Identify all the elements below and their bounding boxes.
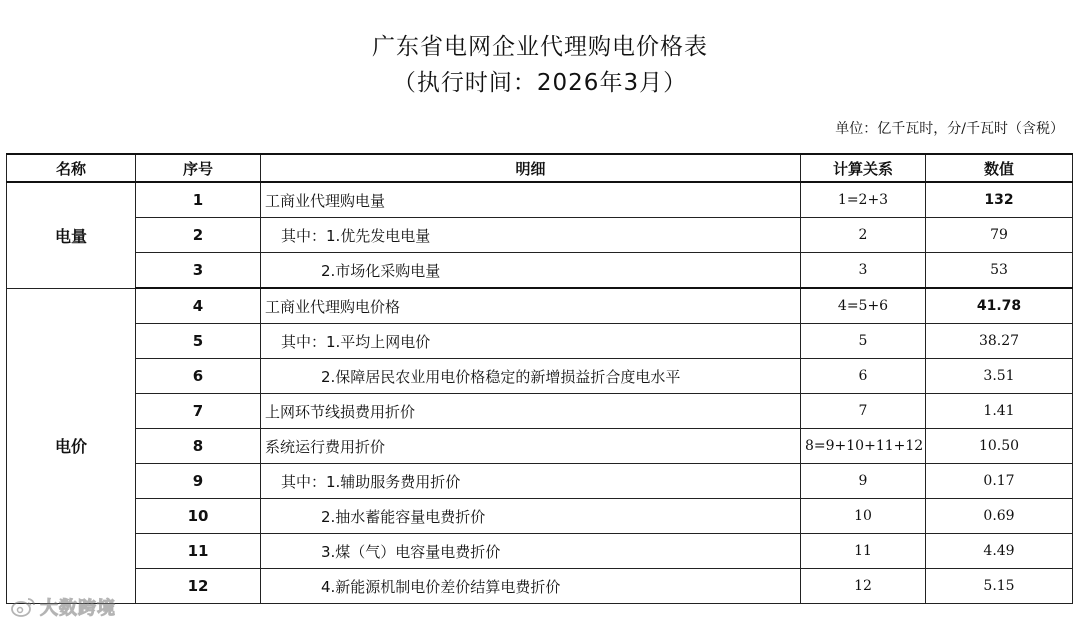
table-header-row [7, 154, 1073, 182]
watermark-text: 大数跨境 [40, 598, 116, 619]
row-value: 132 [926, 182, 1073, 218]
price-table [6, 153, 1073, 604]
row-detail: 其中：1.平均上网电价 [261, 324, 801, 359]
table-row [7, 499, 1073, 534]
table-row [7, 569, 1073, 604]
row-index: 3 [136, 253, 261, 289]
group-name-price: 电价 [7, 288, 136, 604]
row-value: 1.41 [926, 394, 1073, 429]
table-row [7, 359, 1073, 394]
table-row [7, 218, 1073, 253]
table-row [7, 288, 1073, 324]
table-row [7, 182, 1073, 218]
row-calc: 5 [801, 324, 926, 359]
table-row [7, 534, 1073, 569]
unit-note: 单位：亿千瓦时，分/千瓦时（含税） [835, 121, 1064, 137]
row-detail: 2.保障居民农业用电价格稳定的新增损益折合度电水平 [261, 359, 801, 394]
row-detail: 4.新能源机制电价差价结算电费折价 [261, 569, 801, 604]
row-index: 9 [136, 464, 261, 499]
page-subtitle: （执行时间：2026年3月） [392, 70, 688, 96]
row-value: 41.78 [926, 288, 1073, 324]
header-name: 名称 [7, 154, 136, 182]
row-index: 11 [136, 534, 261, 569]
row-detail: 工商业代理购电量 [261, 182, 801, 218]
row-value: 3.51 [926, 359, 1073, 394]
row-detail: 上网环节线损费用折价 [261, 394, 801, 429]
header-index: 序号 [136, 154, 261, 182]
row-calc: 2 [801, 218, 926, 253]
header-detail: 明细 [261, 154, 801, 182]
row-calc: 7 [801, 394, 926, 429]
row-value: 5.15 [926, 569, 1073, 604]
row-detail: 3.煤（气）电容量电费折价 [261, 534, 801, 569]
header-calc: 计算关系 [801, 154, 926, 182]
table-row [7, 324, 1073, 359]
watermark [10, 594, 116, 620]
row-index: 6 [136, 359, 261, 394]
row-detail: 其中：1.优先发电电量 [261, 218, 801, 253]
table-row [7, 464, 1073, 499]
row-value: 0.69 [926, 499, 1073, 534]
row-index: 5 [136, 324, 261, 359]
row-index: 7 [136, 394, 261, 429]
row-detail: 工商业代理购电价格 [261, 288, 801, 324]
table-row [7, 253, 1073, 289]
row-index: 8 [136, 429, 261, 464]
row-detail: 2.抽水蓄能容量电费折价 [261, 499, 801, 534]
row-index: 12 [136, 569, 261, 604]
row-detail: 2.市场化采购电量 [261, 253, 801, 289]
row-value: 0.17 [926, 464, 1073, 499]
row-index: 1 [136, 182, 261, 218]
row-calc: 8=9+10+11+12 [801, 429, 926, 464]
page-title: 广东省电网企业代理购电价格表 [372, 34, 708, 60]
row-calc: 1=2+3 [801, 182, 926, 218]
row-value: 4.49 [926, 534, 1073, 569]
row-calc: 12 [801, 569, 926, 604]
group-name-energy: 电量 [7, 182, 136, 288]
row-value: 38.27 [926, 324, 1073, 359]
row-value: 79 [926, 218, 1073, 253]
row-calc: 9 [801, 464, 926, 499]
header-value: 数值 [926, 154, 1073, 182]
table-row [7, 429, 1073, 464]
table-row [7, 394, 1073, 429]
row-calc: 11 [801, 534, 926, 569]
row-index: 2 [136, 218, 261, 253]
row-detail: 其中：1.辅助服务费用折价 [261, 464, 801, 499]
row-calc: 4=5+6 [801, 288, 926, 324]
row-index: 4 [136, 288, 261, 324]
row-calc: 3 [801, 253, 926, 289]
row-index: 10 [136, 499, 261, 534]
row-value: 53 [926, 253, 1073, 289]
row-calc: 6 [801, 359, 926, 394]
row-detail: 系统运行费用折价 [261, 429, 801, 464]
weibo-logo-icon [10, 596, 36, 618]
row-calc: 10 [801, 499, 926, 534]
row-value: 10.50 [926, 429, 1073, 464]
